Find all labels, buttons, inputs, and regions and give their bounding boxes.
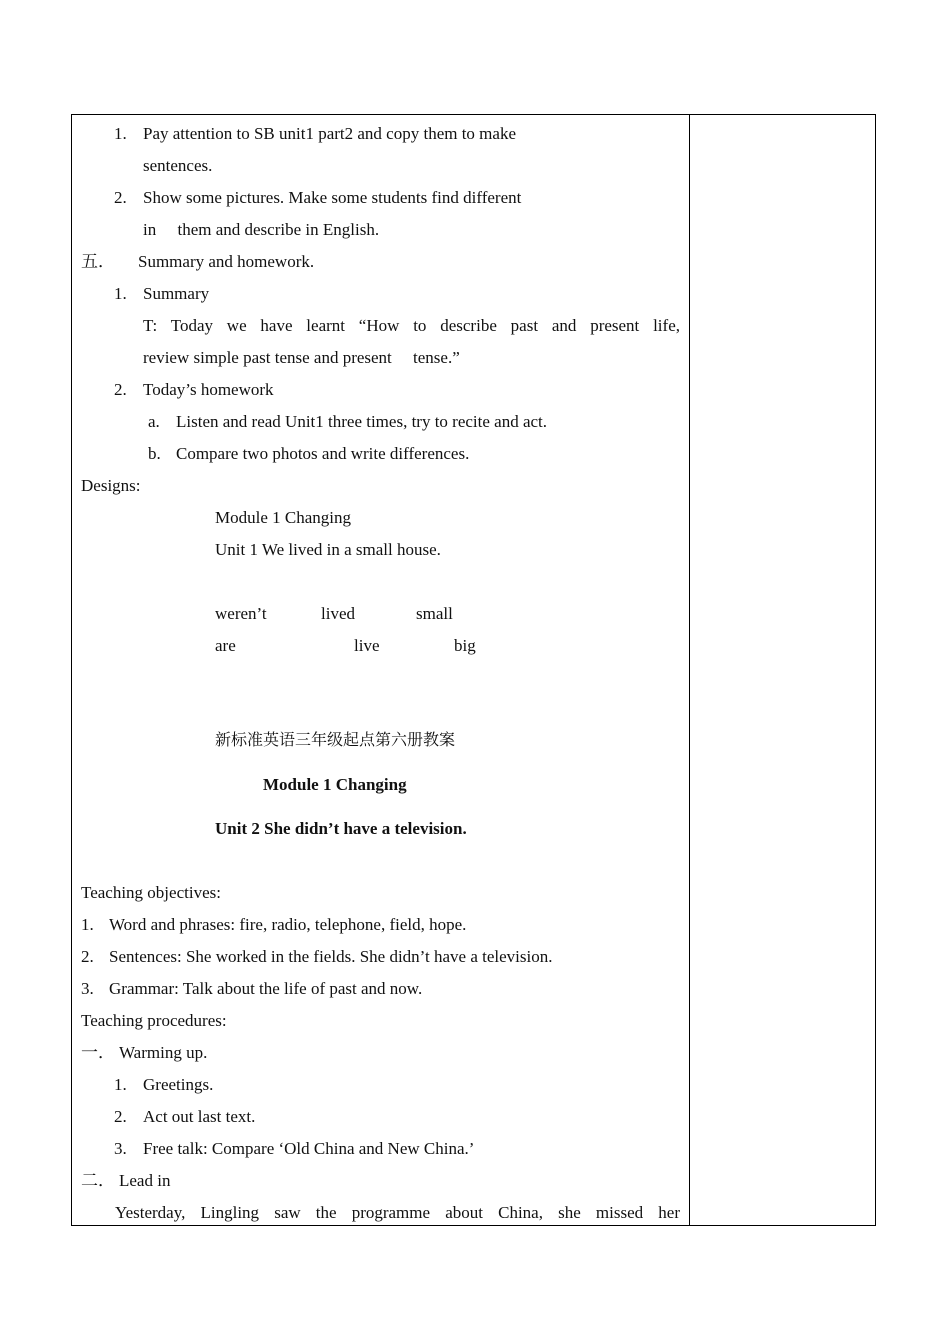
text-line: Compare two photos and write differences. (176, 444, 470, 463)
objective-text: Grammar: Talk about the life of past and now. (109, 979, 423, 998)
section-marker: 五． (81, 252, 115, 271)
design-module: Module 1 Changing (215, 508, 351, 527)
section-heading: Warming up. (119, 1043, 208, 1062)
procedures-label: Teaching procedures: (81, 1011, 227, 1030)
text-line: Listen and read Unit1 three times, try to recite and act. (176, 412, 548, 431)
text-line: Pay attention to SB unit1 part2 and copy them to make (143, 124, 516, 143)
item-letter: b. (148, 444, 161, 463)
text-line: in them and describe in English. (143, 220, 380, 239)
objective-text: Sentences: She worked in the fields. She didn’t have a television. (109, 947, 553, 966)
item-number: 1. (114, 1075, 127, 1094)
design-word: big (454, 636, 476, 655)
item-number: 1. (114, 124, 127, 143)
designs-label: Designs: (81, 476, 141, 495)
item-number: 3. (81, 979, 94, 998)
text-line-justified: T: Today we have learnt “How to describe past and present life, (143, 316, 680, 335)
design-word: are (215, 636, 236, 655)
text-line: Free talk: Compare ‘Old China and New China.’ (143, 1139, 475, 1158)
design-word: weren’t (215, 604, 267, 623)
item-number: 1. (81, 915, 94, 934)
text-line: sentences. (143, 156, 213, 175)
text-line: Today’s homework (143, 380, 274, 399)
section-marker: 二． (81, 1171, 115, 1190)
objectives-label: Teaching objectives: (81, 883, 221, 902)
chinese-title: 新标准英语三年级起点第六册教案 (215, 730, 456, 749)
item-number: 2. (81, 947, 94, 966)
item-letter: a. (148, 412, 160, 431)
section-heading: Summary and homework. (138, 252, 315, 271)
design-word: small (416, 604, 453, 623)
design-unit: Unit 1 We lived in a small house. (215, 540, 441, 559)
section-heading: Lead in (119, 1171, 171, 1190)
item-number: 2. (114, 188, 127, 207)
text-line: Act out last text. (143, 1107, 256, 1126)
text-line-justified: Yesterday, Lingling saw the programme about China, she missed her (115, 1203, 680, 1222)
column-divider (689, 114, 690, 1226)
objective-text: Word and phrases: fire, radio, telephone, field, hope. (109, 915, 467, 934)
text-line: Greetings. (143, 1075, 214, 1094)
item-number: 2. (114, 1107, 127, 1126)
design-word: lived (321, 604, 355, 623)
text-line: Show some pictures. Make some students find different (143, 188, 522, 207)
text-line: Summary (143, 284, 210, 303)
unit-title: Unit 2 She didn’t have a television. (215, 819, 467, 838)
item-number: 1. (114, 284, 127, 303)
item-number: 3. (114, 1139, 127, 1158)
text-line: review simple past tense and present tense.” (143, 348, 460, 367)
module-title: Module 1 Changing (263, 775, 407, 794)
section-marker: 一． (81, 1043, 115, 1062)
item-number: 2. (114, 380, 127, 399)
design-word: live (354, 636, 380, 655)
